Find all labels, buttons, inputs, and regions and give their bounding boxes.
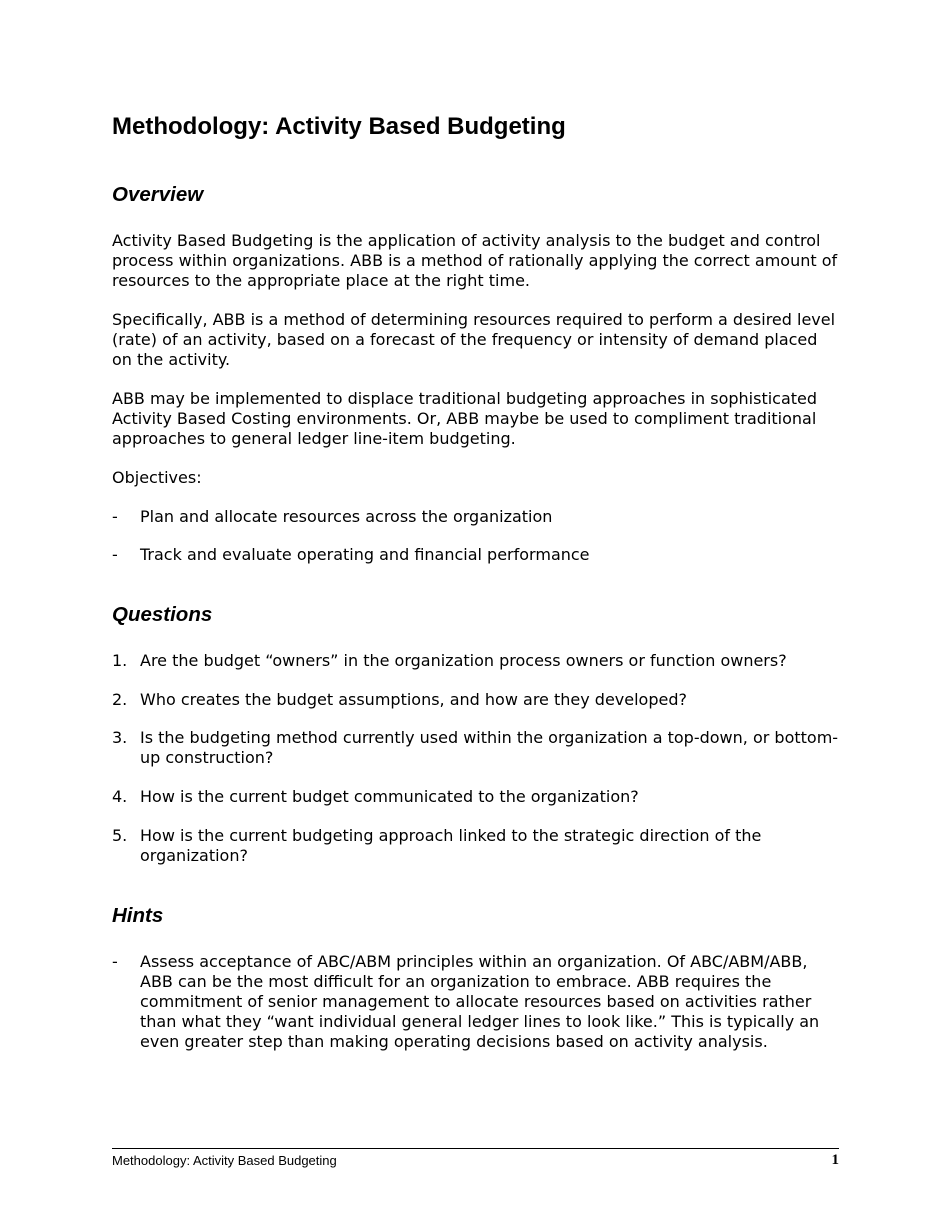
document-title: Methodology: Activity Based Budgeting: [112, 113, 566, 140]
objective-text: Track and evaluate operating and financial performance: [140, 545, 590, 564]
question-item: [112, 826, 840, 866]
questions-heading: Questions: [112, 603, 213, 626]
objective-item: [112, 507, 840, 527]
question-text: Are the budget “owners” in the organization process owners or function owners?: [140, 651, 787, 670]
objectives-label: Objectives:: [112, 468, 202, 487]
overview-paragraph-1: Activity Based Budgeting is the application of activity analysis to the budget and control process within organizations. ABB is a method of rationally applying the correct amount of resources to the appropriate place at the right time.: [112, 231, 838, 290]
hints-heading: Hints: [112, 904, 164, 927]
hint-item: [112, 952, 840, 1052]
question-text: How is the current budget communicated to the organization?: [140, 787, 639, 806]
question-item: [112, 690, 840, 710]
overview-heading: Overview: [112, 183, 204, 206]
list-marker: 1.: [112, 651, 128, 670]
list-marker: -: [112, 545, 118, 564]
page-number: 1: [831, 1152, 839, 1168]
list-marker: -: [112, 952, 118, 971]
question-text: Is the budgeting method currently used within the organization a top-down, or bottom-up construction?: [140, 728, 839, 767]
hint-text: Assess acceptance of ABC/ABM principles within an organization. Of ABC/ABM/ABB, ABB can be the most difficult for an organization to embrace. ABB requires the commitment of senior management to allocate resources based on activities rather than what they “want individual general ledger lines to look like.” This is typically an even greater step than making operating decisions based on activity analysis.: [140, 952, 820, 1051]
list-marker: 5.: [112, 826, 128, 845]
list-marker: 2.: [112, 690, 128, 709]
footer-divider: [112, 1148, 839, 1149]
question-text: Who creates the budget assumptions, and how are they developed?: [140, 690, 687, 709]
list-marker: -: [112, 507, 118, 526]
footer-title: Methodology: Activity Based Budgeting: [112, 1153, 337, 1168]
question-item: [112, 651, 840, 671]
overview-paragraph-2: Specifically, ABB is a method of determining resources required to perform a desired level (rate) of an activity, based on a forecast of the frequency or intensity of demand placed on the activity.: [112, 310, 836, 369]
objective-text: Plan and allocate resources across the organization: [140, 507, 553, 526]
question-item: [112, 787, 840, 807]
list-marker: 3.: [112, 728, 128, 747]
overview-paragraph-3: ABB may be implemented to displace traditional budgeting approaches in sophisticated Activity Based Costing environments. Or, ABB maybe be used to compliment traditional approaches to general ledger line-item budgeting.: [112, 389, 818, 448]
objective-item: [112, 545, 840, 565]
question-item: [112, 728, 840, 768]
question-text: How is the current budgeting approach linked to the strategic direction of the organization?: [140, 826, 762, 865]
list-marker: 4.: [112, 787, 128, 806]
